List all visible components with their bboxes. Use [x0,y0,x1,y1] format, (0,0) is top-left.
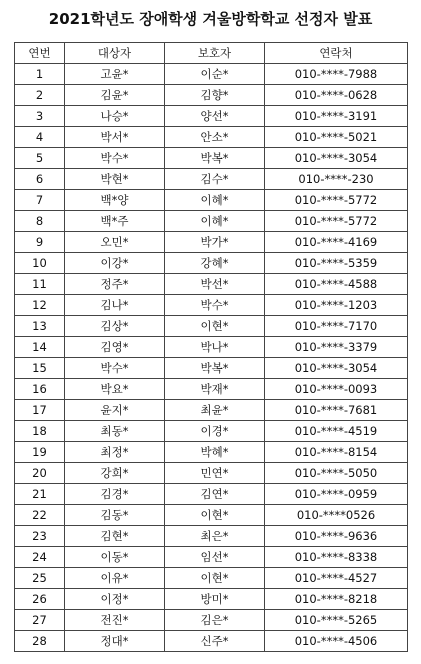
cell-guardian: 양선* [165,106,265,127]
table-row [15,610,408,631]
cell-student: 고윤* [65,64,165,85]
cell-number: 5 [15,148,65,169]
table-row [15,400,408,421]
table-row [15,358,408,379]
cell-guardian: 이순* [165,64,265,85]
cell-contact: 010-****-5050 [265,463,408,484]
cell-contact: 010-****-8154 [265,442,408,463]
cell-number: 27 [15,610,65,631]
header-student: 대상자 [65,43,165,64]
cell-contact: 010-****-5265 [265,610,408,631]
table-row [15,568,408,589]
cell-guardian: 민연* [165,463,265,484]
cell-guardian: 김은* [165,610,265,631]
cell-number: 28 [15,631,65,652]
cell-student: 김경* [65,484,165,505]
table-row [15,190,408,211]
cell-number: 1 [15,64,65,85]
cell-number: 6 [15,169,65,190]
cell-number: 16 [15,379,65,400]
cell-number: 24 [15,547,65,568]
table-row [15,169,408,190]
cell-number: 22 [15,505,65,526]
table-row [15,337,408,358]
cell-contact: 010-****-5772 [265,190,408,211]
cell-guardian: 박복* [165,148,265,169]
cell-guardian: 최윤* [165,400,265,421]
table-row [15,274,408,295]
cell-guardian: 방미* [165,589,265,610]
cell-number: 18 [15,421,65,442]
table-row [15,526,408,547]
cell-student: 이강* [65,253,165,274]
cell-guardian: 안소* [165,127,265,148]
table-row [15,631,408,652]
cell-contact: 010-****0526 [265,505,408,526]
table-row [15,127,408,148]
cell-number: 25 [15,568,65,589]
header-number: 연번 [15,43,65,64]
cell-student: 김상* [65,316,165,337]
table-row [15,85,408,106]
cell-student: 백*양 [65,190,165,211]
cell-contact: 010-****-4169 [265,232,408,253]
cell-student: 김나* [65,295,165,316]
cell-number: 14 [15,337,65,358]
cell-guardian: 박복* [165,358,265,379]
table-row [15,484,408,505]
cell-student: 박요* [65,379,165,400]
cell-contact: 010-****-8218 [265,589,408,610]
cell-guardian: 이현* [165,568,265,589]
cell-contact: 010-****-0093 [265,379,408,400]
table-row [15,547,408,568]
cell-guardian: 박선* [165,274,265,295]
cell-guardian: 김수* [165,169,265,190]
cell-contact: 010-****-5772 [265,211,408,232]
cell-number: 4 [15,127,65,148]
cell-guardian: 박가* [165,232,265,253]
cell-contact: 010-****-5021 [265,127,408,148]
cell-student: 최동* [65,421,165,442]
cell-number: 26 [15,589,65,610]
cell-contact: 010-****-7988 [265,64,408,85]
cell-student: 이동* [65,547,165,568]
cell-number: 12 [15,295,65,316]
cell-guardian: 최은* [165,526,265,547]
cell-number: 13 [15,316,65,337]
cell-student: 박수* [65,148,165,169]
table-row [15,295,408,316]
cell-number: 9 [15,232,65,253]
cell-guardian: 신주* [165,631,265,652]
cell-guardian: 이경* [165,421,265,442]
cell-student: 나승* [65,106,165,127]
cell-guardian: 박혜* [165,442,265,463]
cell-contact: 010-****-0959 [265,484,408,505]
cell-guardian: 이혜* [165,190,265,211]
cell-number: 10 [15,253,65,274]
cell-contact: 010-****-3054 [265,358,408,379]
cell-number: 2 [15,85,65,106]
table-row [15,253,408,274]
cell-contact: 010-****-230 [265,169,408,190]
cell-guardian: 박나* [165,337,265,358]
cell-guardian: 박재* [165,379,265,400]
cell-student: 오민* [65,232,165,253]
header-contact: 연락처 [265,43,408,64]
cell-contact: 010-****-4506 [265,631,408,652]
cell-guardian: 임선* [165,547,265,568]
cell-student: 윤지* [65,400,165,421]
cell-student: 정주* [65,274,165,295]
cell-student: 이정* [65,589,165,610]
table-header-row [15,43,408,64]
cell-guardian: 이혜* [165,211,265,232]
cell-guardian: 강혜* [165,253,265,274]
table-row [15,232,408,253]
cell-guardian: 김향* [165,85,265,106]
table-row [15,211,408,232]
table-row [15,442,408,463]
cell-number: 11 [15,274,65,295]
cell-number: 3 [15,106,65,127]
table-row [15,316,408,337]
cell-number: 19 [15,442,65,463]
table-row [15,106,408,127]
cell-number: 8 [15,211,65,232]
table-row [15,421,408,442]
cell-contact: 010-****-5359 [265,253,408,274]
cell-number: 7 [15,190,65,211]
cell-student: 김윤* [65,85,165,106]
cell-student: 전진* [65,610,165,631]
cell-number: 21 [15,484,65,505]
cell-number: 23 [15,526,65,547]
cell-contact: 010-****-3191 [265,106,408,127]
cell-student: 김영* [65,337,165,358]
cell-contact: 010-****-7681 [265,400,408,421]
cell-student: 강희* [65,463,165,484]
cell-contact: 010-****-4519 [265,421,408,442]
cell-student: 이유* [65,568,165,589]
table-row [15,64,408,85]
cell-guardian: 이현* [165,505,265,526]
cell-number: 20 [15,463,65,484]
cell-contact: 010-****-4527 [265,568,408,589]
cell-contact: 010-****-1203 [265,295,408,316]
header-guardian: 보호자 [165,43,265,64]
cell-guardian: 박수* [165,295,265,316]
selection-table [14,42,408,652]
cell-number: 15 [15,358,65,379]
cell-contact: 010-****-9636 [265,526,408,547]
cell-student: 정대* [65,631,165,652]
table-row [15,589,408,610]
cell-student: 김동* [65,505,165,526]
cell-contact: 010-****-8338 [265,547,408,568]
cell-guardian: 이현* [165,316,265,337]
cell-student: 최정* [65,442,165,463]
cell-contact: 010-****-7170 [265,316,408,337]
cell-guardian: 김연* [165,484,265,505]
cell-contact: 010-****-0628 [265,85,408,106]
table-row [15,463,408,484]
table-row [15,148,408,169]
cell-contact: 010-****-3379 [265,337,408,358]
table-body [15,64,408,652]
cell-student: 백*주 [65,211,165,232]
cell-contact: 010-****-3054 [265,148,408,169]
cell-number: 17 [15,400,65,421]
table-row [15,379,408,400]
cell-student: 김현* [65,526,165,547]
page-title: 2021학년도 장애학생 겨울방학학교 선정자 발표 [48,10,373,28]
table-row [15,505,408,526]
cell-student: 박수* [65,358,165,379]
cell-student: 박서* [65,127,165,148]
cell-contact: 010-****-4588 [265,274,408,295]
cell-student: 박현* [65,169,165,190]
